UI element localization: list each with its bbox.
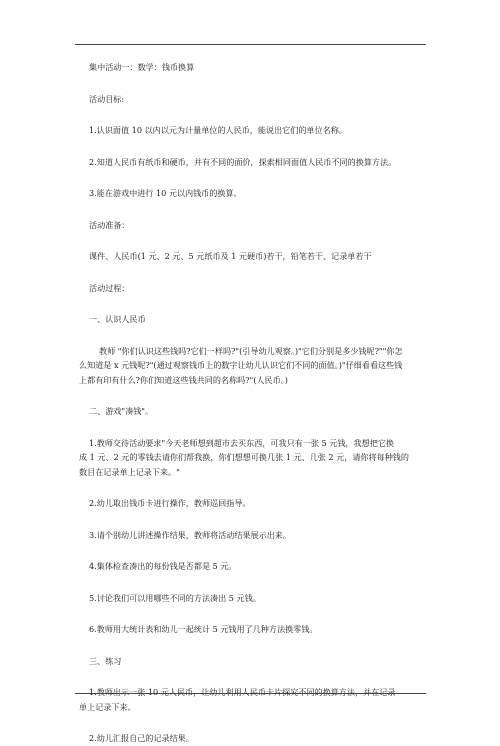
- document-title: 集中活动一：数学：钱币换算: [89, 62, 195, 72]
- goals-heading: 活动目标:: [89, 93, 125, 104]
- part3-item1-paragraph: [79, 685, 429, 714]
- part1-line: 么知道是 x 元钱呢?"(通过观察钱币上的数字让幼儿认识它们不同的面值。)"仔细看看这些钱: [79, 360, 403, 370]
- process-heading: 活动过程：: [89, 282, 130, 293]
- part1-paragraph: [79, 344, 429, 388]
- prep-heading: 活动准备：: [89, 219, 130, 230]
- part1-heading: 一、认识人民币: [89, 314, 146, 324]
- part2-item3: 3.请个别幼儿讲述操作结果，教师将活动结果展示出来。: [89, 529, 291, 540]
- part3-heading: 三、练习: [89, 655, 122, 666]
- part2-item2: 2.幼儿取出钱币卡进行操作，教师巡回指导。: [89, 498, 251, 508]
- part3-item1-line: 1.教师出示一张 10 元人民币，让幼儿利用人民币卡片探究不同的换算方法，并在记录: [89, 687, 396, 697]
- goal-3: 3.能在游戏中进行 10 元以内钱币的换算。: [89, 188, 242, 198]
- part2-item1-paragraph: [79, 436, 429, 480]
- part3-item2: 2.幼儿汇报自己的记录结果。: [89, 733, 194, 743]
- document-body: [79, 60, 429, 746]
- prep-text: 课件、人民币(1 元、2 元、5 元纸币及 1 元硬币)若干，铅笔若干、记录单若干: [89, 251, 372, 261]
- part1-line: 教师 "你们认识这些钱吗?它们一样吗?"(引导幼儿观察。)"它们分别是多少钱呢?""你怎: [99, 345, 403, 356]
- part2-item5: 5.讨论我们可以用哪些不同的方法凑出 5 元钱。: [89, 592, 261, 603]
- goal-1: 1.认识面值 10 以内以元为计量单位的人民币，能说出它们的单位名称。: [89, 125, 347, 135]
- part2-item1-line: 数目在记录单上记录下来。": [79, 466, 180, 477]
- part2-item1-line: 成 1 元、2 元的零钱去请你们帮我换，你们想想可换几张 1 元、几张 2 元，请你将每种钱的: [79, 452, 409, 462]
- part2-item4: 4.集体检查凑出的每份钱是否都是 5 元。: [89, 561, 237, 571]
- goal-2: 2.知道人民币有纸币和硬币，并有不同的面价，探索相同面值人民币不同的换算方法。: [89, 156, 397, 167]
- footer-rule: [75, 693, 426, 694]
- header-rule: [75, 44, 426, 45]
- part3-item1-line: 单上记录下来。: [79, 701, 136, 712]
- part2-heading: 二、游戏"凑钱"。: [89, 406, 154, 416]
- part2-item1-line: 1.教师交待活动要求"今天老师想到超市去买东西，可我只有一张 5 元钱，我想把它换: [89, 437, 395, 448]
- part1-line: 上都有印有什么?你们知道这些钱共同的名称吗?"(人民币。): [79, 374, 288, 385]
- part2-item6: 6.教师用大统计表和幼儿一起统计 5 元钱用了几种方法换零钱。: [89, 624, 318, 634]
